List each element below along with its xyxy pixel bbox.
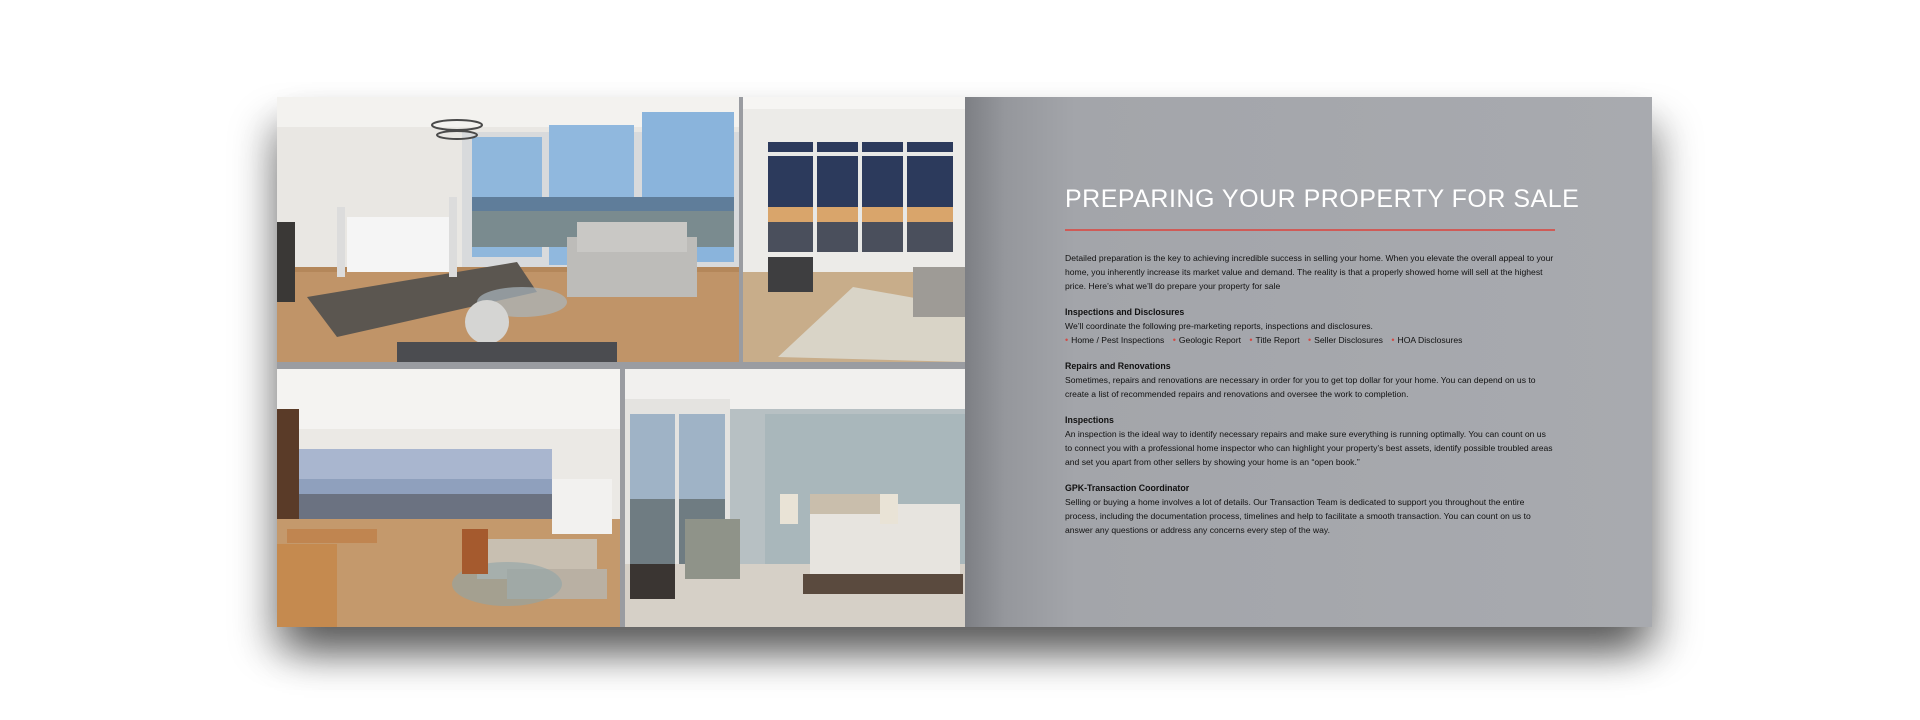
section-transaction-coordinator	[1065, 481, 1555, 537]
photo-page	[277, 97, 965, 627]
bullet-icon: •	[1308, 335, 1312, 345]
section-heading: GPK-Transaction Coordinator	[1065, 483, 1190, 493]
section-body: Selling or buying a home involves a lot of details. Our Transaction Team is dedicated to support you throughout the entire process, including the documentation process, timelines and help to facilitate a smooth transaction. You can count on us to answer any questions or address any concerns every step of the way.	[1065, 497, 1531, 535]
section-inspections-disclosures	[1065, 305, 1555, 347]
bullet-icon: •	[1249, 335, 1253, 345]
list-item: • Seller Disclosures	[1308, 335, 1383, 345]
living-room-night-view-photo	[743, 97, 965, 362]
section-body: An inspection is the ideal way to identify necessary repairs and make sure everything is running optimally. You can count on us to connect you with a professional home inspector who can highlight your property’s best assets, identify possible troubled areas and set you apart from other sellers by showing your home is an “open book.”	[1065, 429, 1553, 467]
bedroom-with-bay-view-photo	[277, 97, 739, 362]
section-body: We’ll coordinate the following pre-marketing reports, inspections and disclosures.	[1065, 321, 1373, 331]
intro-paragraph: Detailed preparation is the key to achieving incredible success in selling your home. When you elevate the overall appeal to your home, you inherently increase its market value and demand. The reality is that a properly showed home will sell at the highest price. Here’s what we’ll do prepare your property for sale	[1065, 253, 1554, 291]
bullet-icon: •	[1391, 335, 1395, 345]
section-inspections	[1065, 413, 1555, 469]
page-title: PREPARING YOUR PROPERTY FOR SALE	[1065, 185, 1580, 213]
open-living-dining-photo	[277, 369, 620, 627]
section-repairs-renovations	[1065, 359, 1555, 401]
section-heading: Inspections and Disclosures	[1065, 307, 1185, 317]
list-item: • HOA Disclosures	[1391, 335, 1463, 345]
content-block	[1065, 185, 1580, 537]
list-item: • Home / Pest Inspections	[1065, 335, 1165, 345]
corner-bedroom-photo	[625, 369, 965, 627]
list-item: • Geologic Report	[1172, 335, 1241, 345]
title-divider	[1065, 229, 1555, 231]
text-page	[965, 97, 1652, 627]
section-heading: Repairs and Renovations	[1065, 361, 1171, 371]
brochure-spread	[277, 97, 1652, 627]
list-item: • Title Report	[1249, 335, 1300, 345]
bullet-icon: •	[1172, 335, 1176, 345]
section-body: Sometimes, repairs and renovations are necessary in order for you to get top dollar for your home. You can depend on us to create a list of recommended repairs and renovations and oversee the work to completion.	[1065, 375, 1536, 399]
bullet-icon: •	[1065, 335, 1069, 345]
disclosure-list	[1065, 333, 1555, 347]
section-heading: Inspections	[1065, 415, 1114, 425]
